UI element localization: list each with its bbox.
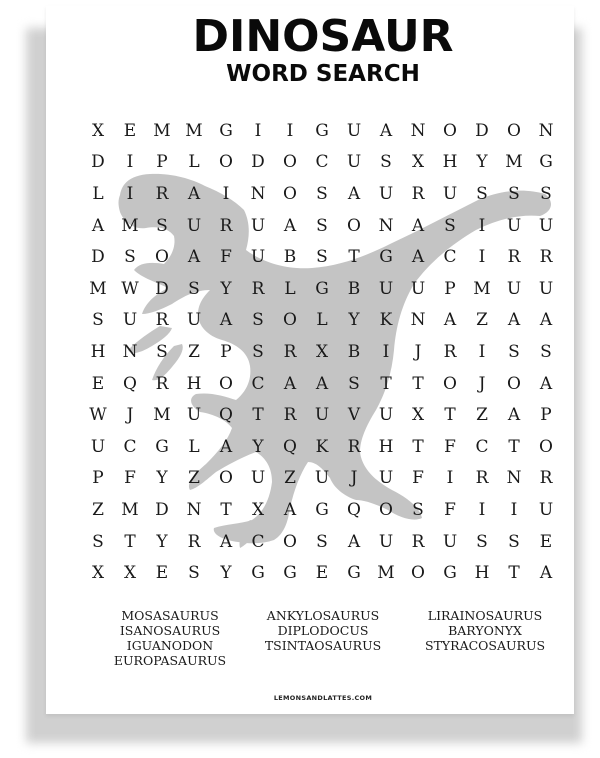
grid-letter: I xyxy=(478,341,486,362)
word-list-item: STYRACOSAURUS xyxy=(425,638,546,653)
grid-letter: A xyxy=(347,183,361,204)
grid-letter: J xyxy=(350,468,358,489)
grid-letter: D xyxy=(91,247,105,268)
grid-letter: T xyxy=(412,436,424,457)
grid-letter: G xyxy=(347,563,361,584)
grid-letter: O xyxy=(283,152,297,173)
grid-letter: A xyxy=(283,499,297,520)
grid-letter: C xyxy=(315,152,329,173)
grid-letter: R xyxy=(539,247,553,268)
grid-letter: B xyxy=(283,247,297,268)
grid-letter: M xyxy=(377,563,395,584)
grid-letter: L xyxy=(92,183,104,204)
word-list-item: EUROPASAURUS xyxy=(113,653,227,668)
grid-letter: H xyxy=(90,341,106,362)
grid-letter: Z xyxy=(188,468,200,489)
grid-letter: T xyxy=(252,405,264,426)
grid-letter: G xyxy=(251,563,265,584)
word-list-item: BARYONYX xyxy=(448,623,522,638)
grid-letter: G xyxy=(315,499,329,520)
grid-letter: X xyxy=(91,120,105,141)
grid-letter: I xyxy=(286,120,294,141)
grid-letter: R xyxy=(443,341,457,362)
grid-letter: L xyxy=(188,436,200,457)
grid-letter: T xyxy=(444,405,456,426)
grid-letter: R xyxy=(187,531,201,552)
grid-letter: R xyxy=(411,531,425,552)
grid-letter: M xyxy=(473,278,491,299)
grid-letter: I xyxy=(510,499,518,520)
grid-letter: U xyxy=(378,531,394,552)
grid-letter: U xyxy=(122,310,138,331)
grid-letter: L xyxy=(188,152,200,173)
grid-letter: R xyxy=(475,468,489,489)
grid-letter: C xyxy=(123,436,137,457)
grid-letter: U xyxy=(538,215,554,236)
grid-letter: H xyxy=(378,436,394,457)
grid-letter: N xyxy=(410,310,426,331)
grid-letter: U xyxy=(378,405,394,426)
grid-letter: A xyxy=(315,373,329,394)
grid-letter: O xyxy=(283,531,297,552)
grid-letter: T xyxy=(348,247,360,268)
grid-letter: A xyxy=(443,310,457,331)
grid-letter: M xyxy=(121,215,139,236)
grid-letter: O xyxy=(443,120,457,141)
grid-letter: M xyxy=(121,499,139,520)
grid-letter: F xyxy=(220,247,232,268)
grid-letter: A xyxy=(539,310,553,331)
grid-letter: N xyxy=(410,120,426,141)
grid-letter: O xyxy=(283,183,297,204)
grid-letter: S xyxy=(540,183,552,204)
grid-letter: X xyxy=(315,341,329,362)
grid-letter: C xyxy=(251,531,265,552)
grid-letter: U xyxy=(442,531,458,552)
grid-letter: R xyxy=(507,247,521,268)
grid-letter: R xyxy=(347,436,361,457)
grid-letter: A xyxy=(411,215,425,236)
grid-letter: U xyxy=(442,183,458,204)
grid-letter: R xyxy=(283,341,297,362)
grid-letter: S xyxy=(156,341,168,362)
grid-letter: I xyxy=(446,468,454,489)
grid-letter: R xyxy=(411,183,425,204)
letter-grid xyxy=(82,115,562,590)
grid-letter: O xyxy=(507,120,521,141)
grid-letter: A xyxy=(539,373,553,394)
grid-letter: O xyxy=(507,373,521,394)
grid-letter: W xyxy=(89,405,107,426)
grid-letter: D xyxy=(91,152,105,173)
grid-letter: T xyxy=(508,563,520,584)
grid-letter: O xyxy=(411,563,425,584)
grid-letter: N xyxy=(506,468,522,489)
grid-letter: E xyxy=(315,563,329,584)
grid-letter: M xyxy=(185,120,203,141)
word-list-item: ISANOSAURUS xyxy=(119,623,221,638)
grid-letter: O xyxy=(443,373,457,394)
grid-letter: O xyxy=(379,499,393,520)
grid-letter: R xyxy=(283,405,297,426)
grid-letter: S xyxy=(92,310,104,331)
grid-letter: A xyxy=(539,563,553,584)
grid-letter: A xyxy=(91,215,105,236)
grid-letter: J xyxy=(478,373,486,394)
grid-letter: W xyxy=(121,278,139,299)
grid-letter: R xyxy=(219,215,233,236)
grid-letter: S xyxy=(508,341,520,362)
grid-letter: O xyxy=(219,152,233,173)
grid-letter: X xyxy=(91,563,105,584)
grid-letter: S xyxy=(444,215,456,236)
grid-letter: U xyxy=(314,468,330,489)
grid-letter: R xyxy=(155,183,169,204)
grid-letter: S xyxy=(508,531,520,552)
grid-letter: A xyxy=(219,436,233,457)
grid-letter: Q xyxy=(123,373,137,394)
word-list-column-1 xyxy=(110,608,230,668)
grid-letter: D xyxy=(251,152,265,173)
grid-letter: S xyxy=(188,278,200,299)
grid-letter: A xyxy=(283,373,297,394)
grid-letter: G xyxy=(283,563,297,584)
grid-letter: E xyxy=(123,120,137,141)
grid-letter: Y xyxy=(220,563,232,584)
grid-letter: Z xyxy=(284,468,296,489)
grid-letter: F xyxy=(444,436,456,457)
grid-letter: I xyxy=(478,499,486,520)
grid-letter: R xyxy=(155,310,169,331)
grid-letter: I xyxy=(126,152,134,173)
grid-letter: G xyxy=(315,278,329,299)
grid-letter: U xyxy=(506,215,522,236)
grid-letter: A xyxy=(507,310,521,331)
grid-letter: M xyxy=(89,278,107,299)
grid-letter: D xyxy=(155,499,169,520)
word-list-item: LIRAINOSAURUS xyxy=(427,608,543,623)
grid-letter: Y xyxy=(476,152,488,173)
grid-letter: Z xyxy=(476,405,488,426)
grid-letter: F xyxy=(124,468,136,489)
grid-letter: K xyxy=(379,310,393,331)
grid-letter: S xyxy=(156,215,168,236)
grid-letter: A xyxy=(187,247,201,268)
grid-letter: S xyxy=(316,247,328,268)
grid-letter: O xyxy=(347,215,361,236)
grid-letter: S xyxy=(316,215,328,236)
grid-letter: C xyxy=(251,373,265,394)
grid-letter: U xyxy=(314,405,330,426)
grid-letter: S xyxy=(92,531,104,552)
grid-letter: B xyxy=(347,278,361,299)
grid-letter: M xyxy=(153,120,171,141)
grid-letter: Z xyxy=(476,310,488,331)
grid-letter: H xyxy=(474,563,490,584)
grid-letter: L xyxy=(316,310,328,331)
word-list-item: MOSASAURUS xyxy=(121,608,219,623)
grid-letter: Z xyxy=(92,499,104,520)
grid-letter: G xyxy=(443,563,457,584)
grid-letter: P xyxy=(444,278,456,299)
grid-letter: B xyxy=(347,341,361,362)
grid-letter: U xyxy=(250,247,266,268)
grid-letter: O xyxy=(219,468,233,489)
grid-letter: X xyxy=(411,152,425,173)
grid-letter: S xyxy=(476,531,488,552)
grid-letter: P xyxy=(92,468,104,489)
grid-letter: N xyxy=(122,341,138,362)
grid-letter: T xyxy=(380,373,392,394)
grid-letter: Y xyxy=(156,468,168,489)
grid-letter: T xyxy=(412,373,424,394)
grid-letter: N xyxy=(378,215,394,236)
grid-letter: U xyxy=(378,278,394,299)
grid-letter: U xyxy=(538,278,554,299)
grid-letter: I xyxy=(382,341,390,362)
word-list-item: ANKYLOSAURUS xyxy=(266,608,380,623)
grid-letter: F xyxy=(412,468,424,489)
grid-letter: E xyxy=(155,563,169,584)
grid-letter: S xyxy=(380,152,392,173)
grid-letter: I xyxy=(478,247,486,268)
grid-letter: A xyxy=(219,531,233,552)
grid-letter: P xyxy=(156,152,168,173)
grid-letter: S xyxy=(316,183,328,204)
grid-letter: A xyxy=(219,310,233,331)
grid-letter: M xyxy=(505,152,523,173)
grid-letter: I xyxy=(478,215,486,236)
grid-letter: T xyxy=(124,531,136,552)
grid-letter: O xyxy=(539,436,553,457)
grid-letter: A xyxy=(187,183,201,204)
grid-letter: L xyxy=(284,278,296,299)
grid-letter: K xyxy=(315,436,329,457)
grid-letter: S xyxy=(124,247,136,268)
grid-letter: U xyxy=(250,468,266,489)
grid-letter: A xyxy=(411,247,425,268)
grid-letter: F xyxy=(444,499,456,520)
grid-letter: S xyxy=(252,310,264,331)
grid-letter: U xyxy=(186,405,202,426)
grid-letter: Q xyxy=(347,499,361,520)
grid-letter: T xyxy=(508,436,520,457)
grid-letter: S xyxy=(252,341,264,362)
page-title: DINOSAUR xyxy=(192,11,454,62)
grid-letter: Y xyxy=(220,278,232,299)
grid-letter: J xyxy=(414,341,422,362)
word-list-column-2 xyxy=(263,608,383,653)
word-list-column-3 xyxy=(425,608,545,653)
grid-letter: N xyxy=(538,120,554,141)
grid-letter: E xyxy=(539,531,553,552)
grid-letter: G xyxy=(379,247,393,268)
grid-letter: A xyxy=(379,120,393,141)
grid-letter: N xyxy=(250,183,266,204)
grid-letter: M xyxy=(153,405,171,426)
grid-letter: S xyxy=(540,341,552,362)
grid-letter: Y xyxy=(252,436,264,457)
grid-letter: D xyxy=(155,278,169,299)
grid-letter: Y xyxy=(156,531,168,552)
grid-letter: X xyxy=(411,405,425,426)
grid-letter: U xyxy=(250,215,266,236)
grid-letter: U xyxy=(186,310,202,331)
grid-letter: Q xyxy=(283,436,297,457)
grid-letter: S xyxy=(508,183,520,204)
grid-letter: O xyxy=(219,373,233,394)
grid-letter: R xyxy=(251,278,265,299)
grid-letter: U xyxy=(186,215,202,236)
grid-letter: T xyxy=(220,499,232,520)
grid-letter: Z xyxy=(188,341,200,362)
grid-letter: U xyxy=(506,278,522,299)
grid-letter: G xyxy=(219,120,233,141)
grid-letter: I xyxy=(126,183,134,204)
grid-letter: C xyxy=(475,436,489,457)
grid-letter: G xyxy=(539,152,553,173)
grid-letter: G xyxy=(315,120,329,141)
grid-letter: U xyxy=(538,499,554,520)
grid-letter: S xyxy=(412,499,424,520)
grid-letter: A xyxy=(347,531,361,552)
grid-letter: U xyxy=(378,183,394,204)
footer-website: LEMONSANDLATTES.COM xyxy=(273,694,373,702)
grid-letter: U xyxy=(378,468,394,489)
grid-letter: C xyxy=(443,247,457,268)
grid-letter: I xyxy=(222,183,230,204)
grid-letter: O xyxy=(155,247,169,268)
grid-letter: X xyxy=(251,499,265,520)
grid-letter: S xyxy=(188,563,200,584)
grid-letter: S xyxy=(316,531,328,552)
grid-letter: Q xyxy=(219,405,233,426)
grid-letter: U xyxy=(90,436,106,457)
grid-letter: P xyxy=(220,341,232,362)
grid-letter: R xyxy=(155,373,169,394)
grid-letter: A xyxy=(507,405,521,426)
grid-letter: V xyxy=(347,405,361,426)
grid-letter: H xyxy=(186,373,202,394)
grid-letter: U xyxy=(346,152,362,173)
grid-letter: X xyxy=(123,563,137,584)
grid-letter: S xyxy=(348,373,360,394)
grid-letter: G xyxy=(155,436,169,457)
grid-letter: R xyxy=(539,468,553,489)
grid-letter: Y xyxy=(348,310,360,331)
page-subtitle: WORD SEARCH xyxy=(226,61,420,87)
grid-letter: O xyxy=(283,310,297,331)
grid-letter: D xyxy=(475,120,489,141)
grid-letter: A xyxy=(283,215,297,236)
grid-letter: U xyxy=(346,120,362,141)
grid-letter: I xyxy=(254,120,262,141)
grid-letter: S xyxy=(476,183,488,204)
word-list-item: TSINTAOSAURUS xyxy=(264,638,382,653)
word-list-item: DIPLODOCUS xyxy=(277,623,369,638)
word-list-item: IGUANODON xyxy=(126,638,214,653)
grid-letter: E xyxy=(91,373,105,394)
grid-letter: N xyxy=(186,499,202,520)
grid-letter: H xyxy=(442,152,458,173)
grid-letter: U xyxy=(410,278,426,299)
grid-letter: J xyxy=(126,405,134,426)
grid-letter: P xyxy=(540,405,552,426)
